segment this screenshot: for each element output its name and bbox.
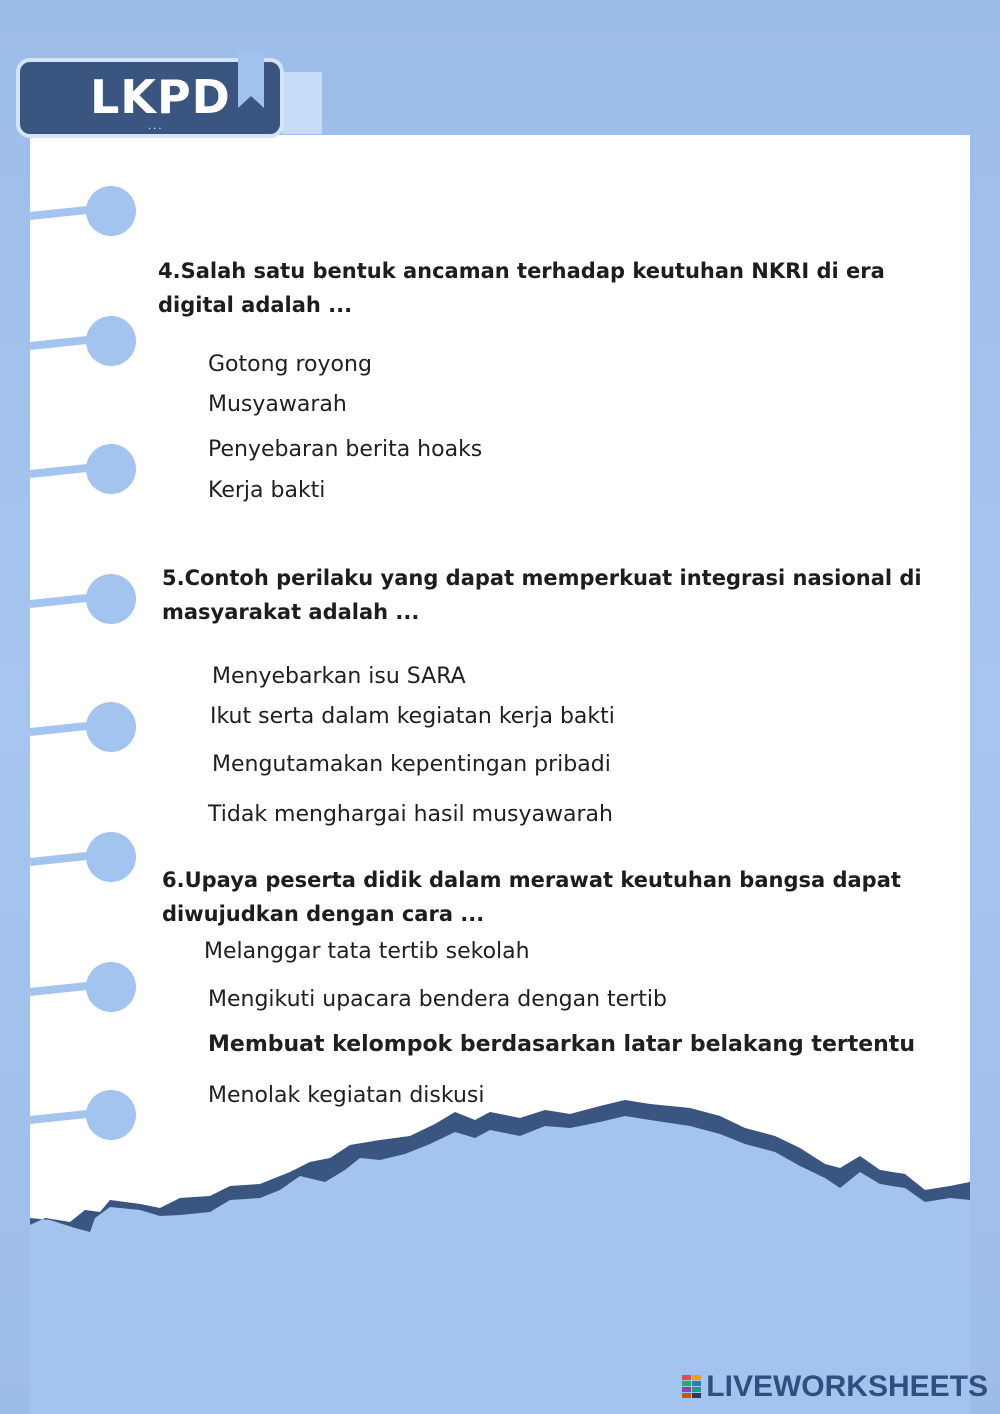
q4-option-a[interactable]: Gotong royong [208,352,372,377]
q5-option-b[interactable]: Ikut serta dalam kegiatan kerja bakti [210,704,615,729]
q6-option-a[interactable]: Melanggar tata tertib sekolah [204,939,530,964]
binder-ring-icon [86,574,136,624]
question-6: 6.Upaya peserta didik dalam merawat keutuhan bangsa dapat diwujudkan dengan cara ... [162,868,901,926]
q6-option-d[interactable]: Menolak kegiatan diskusi [208,1083,485,1108]
question-5: 5.Contoh perilaku yang dapat memperkuat integrasi nasional di masyarakat adalah ... [162,566,922,624]
liveworksheets-icon [682,1375,702,1399]
brand-logo [682,1370,988,1404]
q4-option-b[interactable]: Musyawarah [208,392,347,417]
binder-ring-icon [86,832,136,882]
q5-option-a[interactable]: Menyebarkan isu SARA [212,664,466,689]
binder-ring-icon [86,702,136,752]
q4-option-c[interactable]: Penyebaran berita hoaks [208,437,483,462]
tab-shadow [282,72,322,134]
q4-option-d[interactable]: Kerja bakti [208,478,326,503]
binder-ring-icon [86,962,136,1012]
bookmark-icon [238,50,264,108]
binder-ring-icon [86,444,136,494]
brand-name: LIVEWORKSHEETS [706,1370,988,1403]
header-subtitle: ··· [148,124,164,135]
q6-option-c[interactable]: Membuat kelompok berdasarkan latar belakang tertentu [208,1032,915,1057]
question-4: 4.Salah satu bentuk ancaman terhadap keutuhan NKRI di era digital adalah ... [158,259,885,317]
page-title: LKPD [90,70,231,124]
q6-option-b[interactable]: Mengikuti upacara bendera dengan tertib [208,987,667,1012]
q5-option-d[interactable]: Tidak menghargai hasil musyawarah [208,802,613,827]
binder-ring-icon [86,316,136,366]
q5-option-c[interactable]: Mengutamakan kepentingan pribadi [212,752,611,777]
mountain-border [0,1100,1000,1414]
binder-ring-icon [86,186,136,236]
